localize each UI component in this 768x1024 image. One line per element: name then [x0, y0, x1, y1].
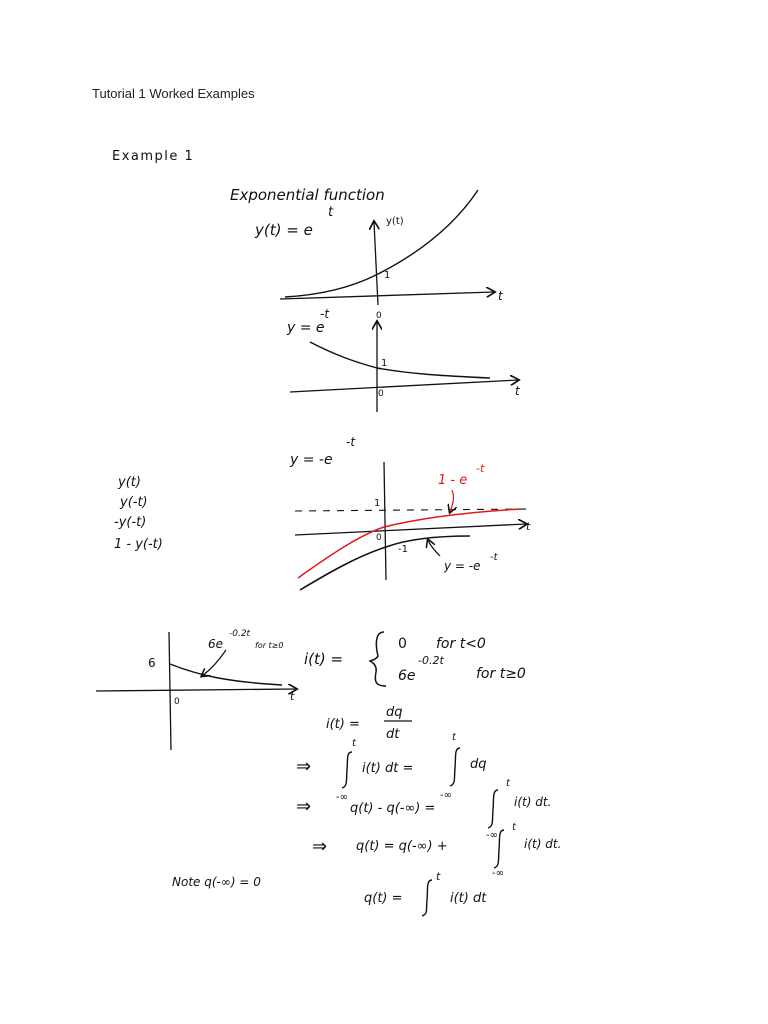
- graph1-origin-label: 0: [376, 311, 382, 321]
- piecewise-lhs: i(t) =: [304, 650, 344, 668]
- graph3-black-label: y = -e: [444, 559, 481, 573]
- piecewise-case2-exponent: -0.2t: [418, 654, 444, 667]
- piecewise-case1-value: 0: [398, 636, 407, 652]
- graph3-tick-neg-label: -1: [398, 544, 408, 555]
- piecewise-case2-value: 6e: [398, 668, 416, 684]
- graph1-equation: y(t) = e: [255, 221, 313, 239]
- graph3-origin-label: 0: [376, 533, 382, 543]
- graph3-red-curve: [298, 509, 520, 578]
- graph4-pointer: [202, 650, 226, 676]
- page-title: Tutorial 1 Worked Examples: [92, 86, 255, 101]
- graph4-curve: [170, 664, 282, 685]
- graph2-x-axis-label: t: [515, 384, 520, 398]
- derivation-line5-integrand: i(t) dt: [450, 891, 487, 906]
- graph4-x-axis-label: t: [290, 690, 295, 703]
- derivation-line3-integrand: i(t) dt.: [514, 795, 552, 809]
- integral-sign: [450, 748, 460, 786]
- graph4-curve-exponent: -0.2t: [229, 629, 251, 639]
- derivation-line4-arrow: ⇒: [312, 836, 328, 857]
- derivation-line1-num: dq: [386, 705, 403, 720]
- derivation-line2-left: i(t) dt =: [362, 761, 414, 776]
- integral-sign: [342, 752, 352, 788]
- integral-sign: [422, 880, 432, 916]
- list-item: -y(-t): [114, 515, 147, 530]
- graph4-y-intercept-label: 6: [148, 656, 156, 670]
- graph3-red-exponent: -t: [476, 462, 485, 475]
- derivation-note: Note q(-∞) = 0: [172, 875, 261, 889]
- example-heading: Example 1: [112, 149, 195, 164]
- graph1-heading: Exponential function: [230, 186, 385, 204]
- integral-lower: -∞: [486, 830, 498, 841]
- graph2-curve: [310, 342, 490, 378]
- graph1-x-axis-label: t: [498, 289, 503, 303]
- integral-upper: t: [352, 738, 356, 749]
- graph1-curve: [285, 190, 478, 297]
- derivation-line5-lhs: q(t) =: [364, 891, 403, 906]
- piecewise-brace: [370, 632, 386, 686]
- graph3-red-pointer: [450, 490, 453, 512]
- derivation-line3-lhs: q(t) - q(-∞) =: [350, 801, 436, 816]
- graph1-y-axis-label: y(t): [386, 216, 404, 227]
- integral-lower: -∞: [492, 868, 504, 879]
- graph4-origin-label: 0: [174, 697, 180, 707]
- integral-upper: t: [506, 778, 510, 789]
- derivation-line4-lhs: q(t) = q(-∞) +: [356, 839, 448, 854]
- graph4-curve-condition: for t≥0: [255, 641, 284, 650]
- graph2-intercept-label: 1: [381, 358, 388, 369]
- graph1-intercept-label: 1: [384, 270, 391, 281]
- graph3-tick-pos-label: 1: [374, 498, 381, 509]
- integral-upper: t: [452, 732, 456, 743]
- graph2-origin-label: 0: [378, 389, 384, 399]
- derivation-line3-arrow: ⇒: [296, 796, 312, 817]
- list-item: y(-t): [120, 495, 148, 510]
- graph1-exponent: t: [328, 205, 334, 220]
- integral-lower: -∞: [440, 790, 452, 801]
- graph2-exponent: -t: [320, 307, 330, 321]
- graph3-x-axis-label: t: [526, 520, 531, 533]
- piecewise-case2-condition: for t≥0: [476, 666, 526, 682]
- graph3-red-label: 1 - e: [438, 473, 468, 488]
- graph3-black-pointer: [428, 540, 440, 556]
- graph2-equation: y = e: [287, 320, 325, 336]
- derivation-line4-integrand: i(t) dt.: [524, 837, 562, 851]
- integral-sign: [488, 790, 498, 828]
- transform-list: [114, 475, 163, 552]
- list-item: y(t): [118, 475, 141, 490]
- derivation-line1-den: dt: [386, 727, 400, 742]
- piecewise-case1-condition: for t<0: [436, 636, 486, 652]
- derivation-line2-arrow: ⇒: [296, 756, 312, 777]
- derivation-line2-right: dq: [470, 757, 487, 772]
- integral-lower: -∞: [336, 792, 348, 803]
- derivation-line1-lhs: i(t) =: [326, 717, 360, 732]
- graph3-exponent: -t: [346, 435, 356, 449]
- integral-upper: t: [512, 822, 516, 833]
- graph3-black-exponent: -t: [490, 552, 498, 563]
- integral-upper: t: [436, 870, 441, 883]
- graph4-curve-label: 6e: [208, 637, 224, 651]
- graph3-equation: y = -e: [290, 452, 333, 468]
- list-item: 1 - y(-t): [114, 537, 163, 552]
